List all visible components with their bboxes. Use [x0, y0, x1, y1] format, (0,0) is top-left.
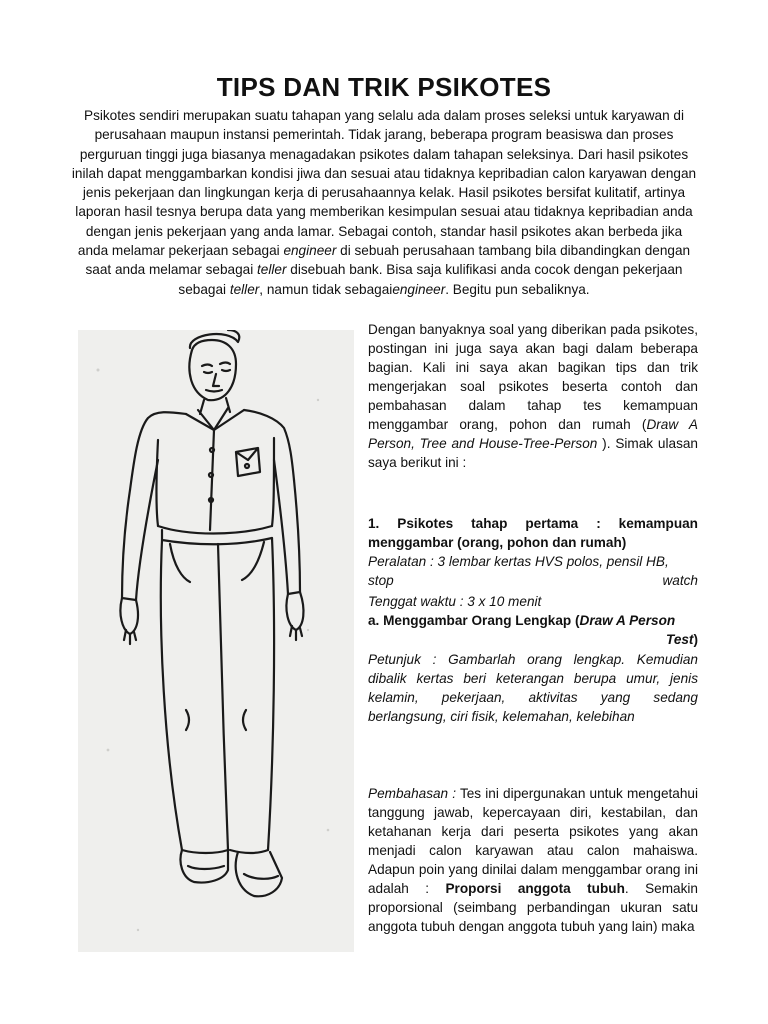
subsection-heading-continued	[368, 630, 698, 649]
intro-column-paragraph	[368, 320, 698, 472]
intro-emphasis: engineer	[392, 281, 446, 297]
time-limit: Tenggat waktu : 3 x 10 menit	[368, 594, 542, 609]
subsection-heading-text: )	[693, 632, 698, 647]
intro-text: . Begitu pun sebaliknya.	[445, 281, 590, 297]
intro-text: di sebuah perusahaan tambang bila dibandingkan dengan saat anda melamar sebagai	[85, 243, 691, 278]
discussion-bold: Proporsi anggota tubuh	[445, 881, 625, 896]
intro-text: disebuah bank. Bisa saja kulifikasi anda cocok dengan pekerjaan sebagai	[178, 262, 683, 297]
subsection-heading-emphasis: Test	[666, 632, 694, 647]
intro-text: Psikotes sendiri merupakan suatu tahapan yang selalu ada dalam proses seleksi untuk karyawan di perusahaan maupun instansi pemerintah. Tidak jarang, beberapa program beasiswa dan proses perguruan tinggi juga biasanya menagadakan psikotes dalam tahapan seleksinya. Dari hasil psikotes inilah dapat menggambarkan kondisi jiwa dan sesuai atau tidaknya kepribadian calon karyawan dengan jenis pekerjaan dan lingkungan kerja di perusahaannya kelak. Hasil psikotes bersifat kulitatif, artinya laporan hasil tesnya berupa data yang memberikan kesimpulan sesuai atau tidaknya kepribadian anda dengan jenis pekerjaan yang anda lamar. Sebagai contoh, standar hasil psikotes akan berbeda jika anda melamar pekerjaan sebagai	[71, 108, 697, 259]
column-text: Dengan banyaknya soal yang diberikan pada psikotes, postingan ini juga saya akan bagi dalam beberapa bagian. Kali ini saya akan bagikan tips dan trik mengerjakan soal psikotes beserta contoh dan pembahasan dalam tahap tes kemampuan menggambar orang, pohon dan rumah (	[368, 322, 698, 432]
page-title: TIPS DAN TRIK PSIKOTES	[216, 72, 552, 102]
subsection-heading	[368, 611, 698, 630]
subsection-heading-text: a. Menggambar Orang Lengkap (	[368, 613, 580, 628]
intro-text: , namun tidak sebagai	[259, 281, 393, 297]
intro-paragraph	[70, 106, 698, 299]
discussion-label: Pembahasan :	[368, 786, 457, 801]
intro-emphasis: teller	[257, 262, 287, 278]
column-emphasis: Draw A Person, Tree and House-Tree-Person	[368, 417, 698, 451]
discussion-text: Tes ini dipergunakan untuk mengetahui tanggung jawab, kepercayaan diri, kestabilan, dan ketahanan kerja dari peserta psikotes yang akan menjadi calon karyawan atau calon mahaiswa. Adapun poin yang dinilai dalam menggambar orang ini adalah :	[368, 786, 698, 896]
section-heading: 1. Psikotes tahap pertama : kemampuan menggambar (orang, pohon dan rumah)	[368, 516, 698, 550]
subsection-heading-emphasis: Draw A Person	[579, 613, 676, 628]
equipment-line-continued: watch	[662, 573, 698, 588]
equipment-line: Peralatan : 3 lembar kertas HVS polos, pensil HB, stop	[368, 554, 669, 588]
instruction-paragraph: Petunjuk : Gambarlah orang lengkap. Kemudian dibalik kertas beri keterangan berupa umur, jenis kelamin, pekerjaan, aktivitas yang sedang berlangsung, ciri fisik, kelemahan, kelebihan	[368, 652, 698, 724]
discussion-text: . Semakin proporsional (seimbang perbandingan ukuran satu anggota tubuh dengan anggota tubuh yang lain) maka	[368, 881, 698, 934]
person-sketch-icon	[78, 330, 354, 952]
discussion-paragraph	[368, 784, 698, 936]
intro-emphasis: teller	[229, 281, 260, 297]
intro-emphasis: engineer	[283, 243, 337, 259]
person-drawing-illustration	[78, 330, 354, 952]
column-text: ). Simak ulasan saya berikut ini :	[368, 436, 698, 470]
